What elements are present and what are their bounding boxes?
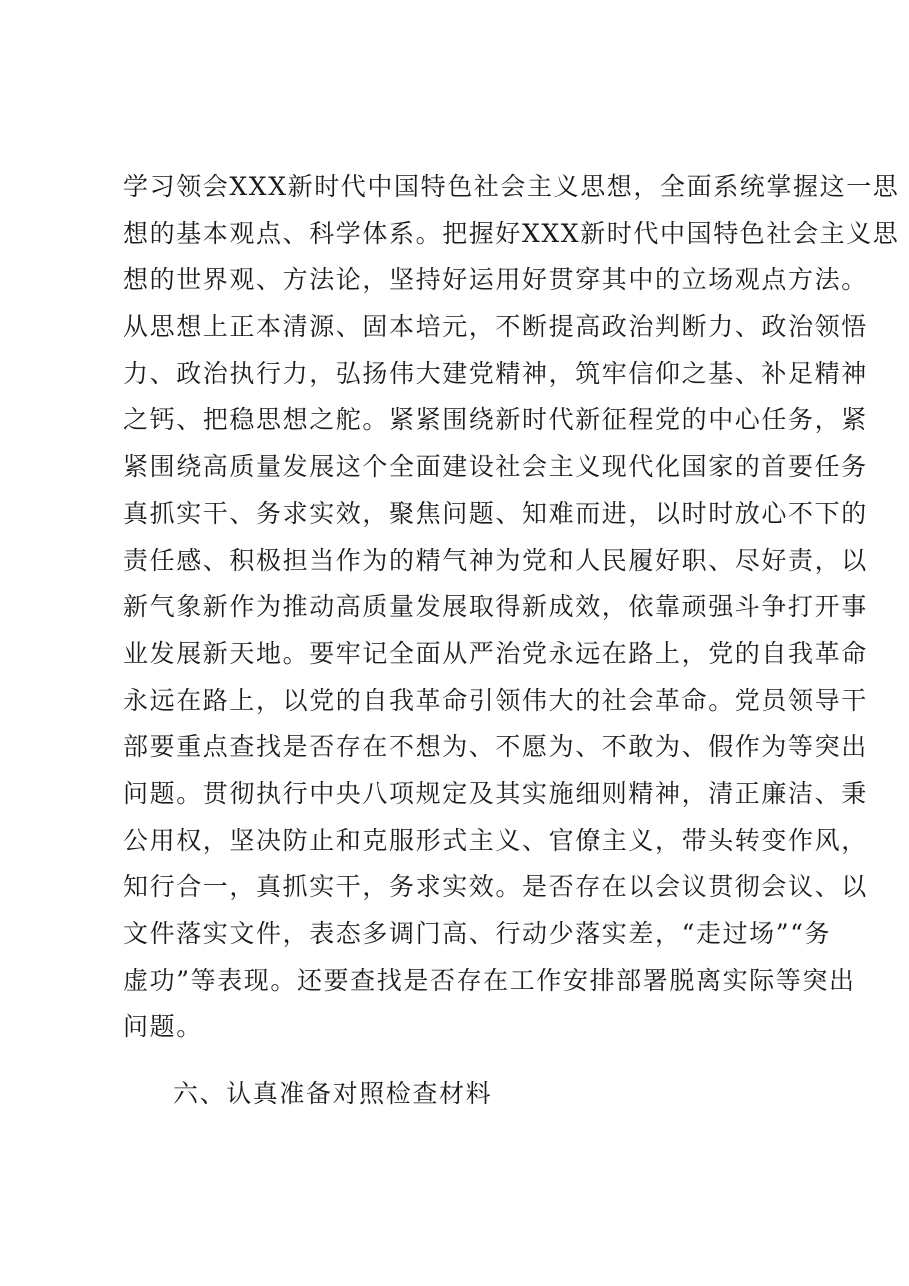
paragraph-line: 从思想上正本清源、固本培元，不断提高政治判断力、政治领悟 bbox=[123, 312, 868, 342]
paragraph-line: 学习领会XXX新时代中国特色社会主义思想，全面系统掌握这一思 bbox=[123, 172, 900, 201]
paragraph-line: 力、政治执行力，弘扬伟大建党精神，筑牢信仰之基、补足精神 bbox=[123, 358, 868, 388]
section-heading: 六、认真准备对照检查材料 bbox=[173, 1079, 493, 1108]
paragraph-line: 公用权，坚决防止和克服形式主义、官僚主义，带头转变作风， bbox=[123, 825, 868, 855]
body-paragraph bbox=[123, 164, 900, 1051]
paragraph-line: 文件落实文件，表态多调门高、行动少落实差，“走过场”“务 bbox=[123, 919, 832, 948]
paragraph-line: 真抓实干、务求实效，聚焦问题、知难而进，以时时放心不下的 bbox=[123, 498, 868, 528]
paragraph-line: 新气象新作为推动高质量发展取得新成效，依靠顽强斗争打开事 bbox=[123, 592, 868, 622]
paragraph-line: 问题。 bbox=[123, 1012, 203, 1042]
paragraph-line: 紧围绕高质量发展这个全面建设社会主义现代化国家的首要任务 bbox=[123, 452, 868, 482]
paragraph-line: 想的基本观点、科学体系。把握好XXX新时代中国特色社会主义思 bbox=[123, 218, 900, 248]
paragraph-line: 部要重点查找是否存在不想为、不愿为、不敢为、假作为等突出 bbox=[123, 732, 868, 762]
paragraph-line: 之钙、把稳思想之舵。紧紧围绕新时代新征程党的中心任务，紧 bbox=[123, 405, 868, 435]
paragraph-line: 问题。贯彻执行中央八项规定及其实施细则精神，清正廉洁、秉 bbox=[123, 778, 868, 808]
paragraph-line: 业发展新天地。要牢记全面从严治党永远在路上，党的自我革命 bbox=[123, 638, 868, 668]
paragraph-line: 知行合一，真抓实干，务求实效。是否存在以会议贯彻会议、以 bbox=[123, 872, 868, 902]
paragraph-line: 责任感、积极担当作为的精气神为党和人民履好职、尽好责，以 bbox=[123, 545, 868, 575]
paragraph-line: 虚功”等表现。还要查找是否存在工作安排部署脱离实际等突出 bbox=[123, 965, 856, 995]
paragraph-line: 永远在路上，以党的自我革命引领伟大的社会革命。党员领导干 bbox=[123, 685, 868, 715]
paragraph-line: 想的世界观、方法论，坚持好运用好贯穿其中的立场观点方法。 bbox=[123, 265, 868, 295]
